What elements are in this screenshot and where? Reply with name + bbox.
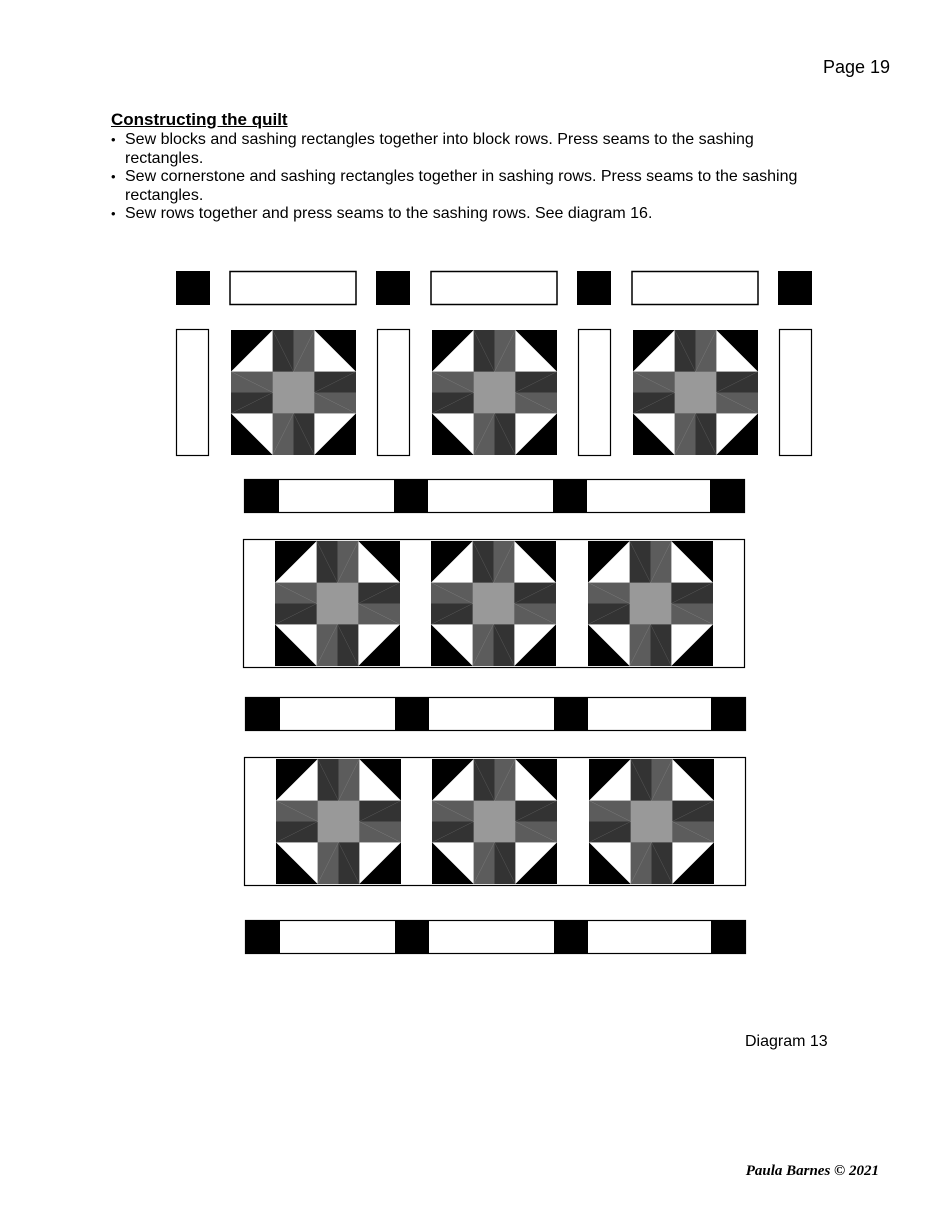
sashing-rectangle xyxy=(230,272,356,305)
cornerstone xyxy=(245,697,280,731)
page-number: Page 19 xyxy=(822,57,890,77)
cornerstone xyxy=(244,479,279,513)
sashing-row xyxy=(245,697,746,731)
diagram-caption: Diagram 13 xyxy=(745,1033,828,1050)
star-block xyxy=(276,759,401,884)
star-block xyxy=(588,541,713,666)
star-block xyxy=(633,330,758,455)
list-item: • Sew rows together and press seams to the sashing rows. See diagram 16. xyxy=(111,205,831,224)
cornerstone xyxy=(245,920,280,954)
star-block xyxy=(432,330,557,455)
sashing-row xyxy=(244,479,745,513)
star-block xyxy=(589,759,714,884)
list-item: • Sew cornerstone and sashing rectangles together in sashing rows. Press seams to the sashing rectangles. xyxy=(111,168,831,205)
star-block xyxy=(231,330,356,455)
star-block xyxy=(431,541,556,666)
star-block xyxy=(432,759,557,884)
cornerstone xyxy=(577,271,611,305)
cornerstone xyxy=(394,479,428,513)
sashing-row xyxy=(245,920,746,954)
section-heading: Constructing the quilt xyxy=(111,110,288,129)
cornerstone xyxy=(376,271,410,305)
loose-sashing-row xyxy=(176,271,812,305)
cornerstone xyxy=(554,697,588,731)
block-row xyxy=(244,540,745,668)
sashing-rectangle xyxy=(780,330,812,456)
cornerstone xyxy=(778,271,812,305)
sashing-rectangle xyxy=(632,272,758,305)
cornerstone xyxy=(711,697,746,731)
cornerstone xyxy=(176,271,210,305)
sashing-rectangle xyxy=(431,272,557,305)
star-block xyxy=(275,541,400,666)
cornerstone xyxy=(554,920,588,954)
cornerstone xyxy=(711,920,746,954)
block-row xyxy=(245,758,746,886)
cornerstone xyxy=(395,697,429,731)
sashing-rectangle xyxy=(177,330,209,456)
sashing-rectangle xyxy=(579,330,611,456)
sashing-rectangle xyxy=(378,330,410,456)
copyright-footer: Paula Barnes © 2021 xyxy=(745,1163,879,1179)
cornerstone xyxy=(710,479,745,513)
list-item: • Sew blocks and sashing rectangles together into block rows. Press seams to the sashing rectangles. xyxy=(111,131,831,168)
loose-block-row xyxy=(177,330,812,456)
cornerstone xyxy=(553,479,587,513)
cornerstone xyxy=(395,920,429,954)
